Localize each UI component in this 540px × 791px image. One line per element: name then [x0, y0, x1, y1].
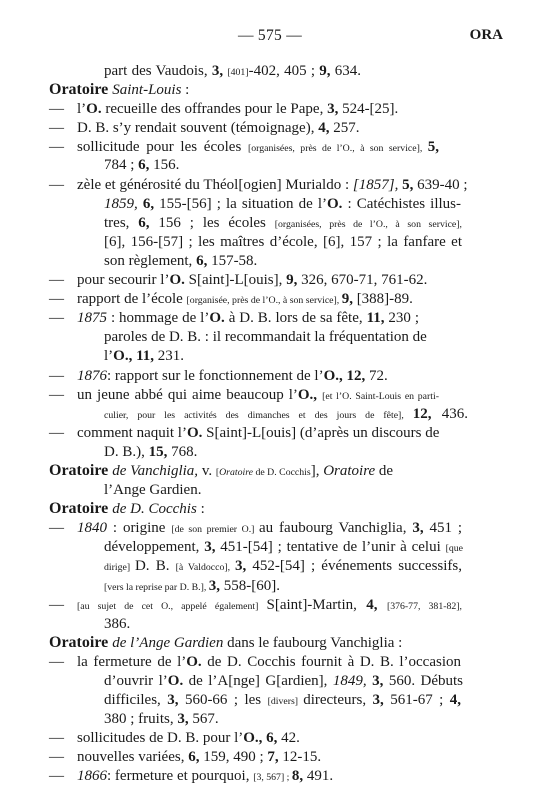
- line-segment: v.: [201, 463, 216, 479]
- line-segment: [1857],: [352, 177, 403, 193]
- line-segment: 6,: [196, 253, 212, 269]
- line-segment: 560. Débuts: [388, 673, 464, 689]
- index-line: [104, 346, 184, 366]
- line-segment: O.,: [297, 387, 323, 403]
- line-segment: 3,: [372, 692, 391, 708]
- line-segment: 1840: [77, 520, 113, 536]
- line-segment: 491.: [306, 768, 334, 784]
- entry-dash: —: [49, 177, 64, 193]
- line-segment: [organisée, près de l’O., à son service],: [186, 295, 342, 306]
- entry-dash: —: [49, 139, 64, 155]
- line-segment: 386.: [104, 616, 131, 632]
- line-segment: S[aint]-L[ouis] (d’après un discours de: [206, 425, 440, 441]
- line-segment: :: [181, 82, 190, 98]
- line-segment: 12,: [412, 406, 442, 422]
- line-segment: paroles de D. B. : il recommandait la fréquentation de: [104, 329, 427, 345]
- entry-dash: —: [49, 654, 64, 670]
- line-segment: 8,: [291, 768, 307, 784]
- line-segment: 1849,: [332, 673, 373, 689]
- index-line: [49, 461, 393, 483]
- running-head: ORA: [469, 27, 503, 43]
- line-segment: [6], 156-[57] ; les maîtres d’école, [6], 157 ; la fanfare et: [104, 234, 462, 250]
- line-segment: O.: [327, 196, 348, 212]
- index-line: [77, 308, 419, 328]
- line-segment: 42.: [281, 730, 300, 746]
- line-segment: l’: [104, 348, 114, 364]
- index-line: [104, 442, 197, 462]
- line-segment: -402, 405 ;: [248, 63, 320, 79]
- line-segment: 6,: [142, 196, 160, 212]
- line-segment: Oratoire: [323, 463, 379, 479]
- line-segment: O., 12,: [323, 368, 370, 384]
- line-segment: [au sujet de cet O., appelé également]: [77, 601, 267, 612]
- line-segment: 3,: [412, 520, 430, 536]
- line-segment: [organisées, près de l’O., à son service],: [248, 143, 428, 154]
- line-segment: : hommage de l’: [110, 310, 210, 326]
- line-segment: 3,: [211, 63, 228, 79]
- line-segment: D. B. s’y rendait souvent (témoignage),: [77, 120, 319, 136]
- index-line: [104, 327, 427, 347]
- line-segment: sollicitudes de D. B. pour l’: [77, 730, 244, 746]
- line-segment: recueille des offrandes pour le Pape,: [105, 101, 328, 117]
- line-segment: 326, 670-71, 761-62.: [301, 272, 428, 288]
- index-line: [104, 709, 219, 729]
- line-segment: D. B.),: [104, 444, 149, 460]
- line-segment: de D. Cocchis fournit à D. B. l’occasion: [207, 654, 462, 670]
- index-line: [77, 99, 398, 119]
- index-line: [77, 270, 427, 290]
- index-line: [49, 499, 205, 519]
- line-segment: 558-[60].: [223, 578, 280, 594]
- line-segment: 231.: [157, 348, 185, 364]
- line-segment: de Vanchiglia,: [112, 463, 202, 479]
- entry-heading: Oratoire: [49, 81, 113, 98]
- line-segment: O.: [169, 272, 189, 288]
- line-segment: 3,: [372, 673, 389, 689]
- line-segment: [que: [445, 543, 464, 554]
- line-segment: 9,: [286, 272, 302, 288]
- line-segment: [388]-89.: [356, 291, 413, 307]
- page-number: — 575 —: [237, 27, 303, 44]
- line-segment: 634.: [334, 63, 361, 79]
- line-segment: [vers la reprise par D. B.],: [104, 582, 209, 593]
- line-segment: 6,: [138, 215, 159, 231]
- line-segment: 451-[54] ; tentative de l’unir à celui: [220, 539, 446, 555]
- line-segment: 1876: [77, 368, 107, 384]
- line-segment: 3,: [327, 101, 343, 117]
- line-segment: 4,: [318, 120, 334, 136]
- entry-dash: —: [49, 749, 64, 765]
- index-line: [104, 155, 179, 175]
- line-segment: 156 ; les écoles: [158, 215, 275, 231]
- line-segment: 380 ; fruits,: [104, 711, 178, 727]
- line-segment: directeurs,: [303, 692, 373, 708]
- line-segment: 524-[25].: [342, 101, 399, 117]
- entry-dash: —: [49, 387, 64, 403]
- line-segment: 436.: [441, 406, 468, 422]
- line-segment: O., 11,: [113, 348, 158, 364]
- line-segment: O., 6,: [243, 730, 282, 746]
- line-segment: l’Ange Gardien.: [104, 482, 202, 498]
- line-segment: S[aint]-Martin,: [266, 597, 367, 613]
- line-segment: de l’Ange Gardien: [112, 635, 228, 651]
- line-segment: au faubourg Vanchiglia,: [259, 520, 413, 536]
- entry-dash: —: [49, 368, 64, 384]
- line-segment: O.: [186, 425, 207, 441]
- line-segment: : fermeture et pourquoi,: [107, 768, 254, 784]
- line-segment: 6,: [138, 157, 154, 173]
- index-line: [104, 614, 130, 634]
- line-segment: [organisées, près de l’O., à son service],: [274, 219, 462, 230]
- line-segment: [et l’O. Saint-Louis en parti-: [322, 391, 439, 402]
- line-segment: culier, pour les activités des dimanches et des jours de fête],: [104, 410, 413, 421]
- line-segment: à D. B. lors de sa fête,: [228, 310, 367, 326]
- line-segment: Saint-Louis: [112, 82, 182, 98]
- line-segment: O.: [167, 673, 189, 689]
- entry-dash: —: [49, 425, 64, 441]
- line-segment: 5,: [402, 177, 418, 193]
- entry-dash: —: [49, 520, 64, 536]
- entry-dash: —: [49, 597, 64, 613]
- line-segment: [3, 567] ;: [253, 772, 292, 783]
- line-segment: 3,: [234, 558, 253, 574]
- line-segment: développement,: [104, 539, 205, 555]
- index-line: [104, 556, 462, 578]
- entry-heading: Oratoire: [49, 500, 113, 517]
- line-segment: 768.: [171, 444, 198, 460]
- line-segment: 156.: [153, 157, 180, 173]
- entry-dash: —: [49, 291, 64, 307]
- line-segment: de: [378, 463, 394, 479]
- line-segment: 3,: [204, 539, 221, 555]
- line-segment: 4,: [449, 692, 462, 708]
- line-segment: un jeune abbé qui aime beaucoup l’: [77, 387, 298, 403]
- line-segment: pour secourir l’: [77, 272, 170, 288]
- entry-dash: —: [49, 730, 64, 746]
- line-segment: O.: [186, 654, 208, 670]
- index-line: [104, 671, 463, 691]
- line-segment: 6,: [188, 749, 204, 765]
- entry-heading: Oratoire: [49, 634, 113, 651]
- line-segment: 560-66 ; les: [184, 692, 268, 708]
- line-segment: dirige]: [104, 562, 135, 573]
- line-segment: [376-77, 381-82],: [386, 601, 462, 612]
- line-segment: 639-40 ;: [417, 177, 468, 193]
- line-segment: : Catéchistes illus-: [347, 196, 461, 212]
- index-line: [77, 175, 468, 195]
- index-line: [77, 118, 359, 138]
- line-segment: 157-58.: [211, 253, 258, 269]
- line-segment: la fermeture de l’: [77, 654, 187, 670]
- line-segment: 451 ;: [429, 520, 463, 536]
- line-segment: sollicitude pour les écoles: [77, 139, 248, 155]
- index-line: [77, 595, 462, 617]
- line-segment: l’: [77, 101, 87, 117]
- index-line: [77, 747, 321, 767]
- line-segment: 7,: [267, 749, 283, 765]
- entry-dash: —: [49, 272, 64, 288]
- line-segment: D. B.: [134, 558, 176, 574]
- line-segment: 12-15.: [282, 749, 322, 765]
- line-segment: dans le faubourg Vanchiglia :: [227, 635, 403, 651]
- entry-dash: —: [49, 101, 64, 117]
- line-segment: [401]: [227, 67, 249, 78]
- line-segment: [de son premier O.]: [171, 524, 260, 535]
- entry-dash: —: [49, 310, 64, 326]
- line-segment: [: [215, 467, 220, 478]
- entry-dash: —: [49, 768, 64, 784]
- line-segment: 155-[56] ; la situation de l’: [159, 196, 328, 212]
- line-segment: 9,: [319, 63, 335, 79]
- line-segment: 3,: [208, 578, 224, 594]
- line-segment: de D. Cocchis: [255, 467, 311, 478]
- line-segment: 1866: [77, 768, 107, 784]
- line-segment: 9,: [341, 291, 357, 307]
- line-segment: 3,: [177, 711, 193, 727]
- line-segment: zèle et générosité du Théol[ogien] Murialdo :: [77, 177, 353, 193]
- index-line: [104, 251, 257, 271]
- line-segment: tres,: [104, 215, 139, 231]
- line-segment: 72.: [369, 368, 388, 384]
- line-segment: 4,: [366, 597, 387, 613]
- line-segment: O.: [86, 101, 106, 117]
- line-segment: 784 ;: [104, 157, 139, 173]
- entry-heading: Oratoire: [49, 462, 113, 479]
- index-line: [49, 80, 189, 100]
- line-segment: Oratoire: [219, 467, 256, 478]
- index-line: [77, 366, 388, 386]
- line-segment: 1875: [77, 310, 111, 326]
- line-segment: 159, 490 ;: [203, 749, 268, 765]
- index-line: [104, 480, 201, 500]
- line-segment: d’ouvrir l’: [104, 673, 168, 689]
- line-segment: : origine: [112, 520, 172, 536]
- index-line: [77, 652, 461, 672]
- line-segment: part des Vaudois,: [104, 63, 212, 79]
- line-segment: rapport de l’école: [77, 291, 187, 307]
- line-segment: 15,: [148, 444, 172, 460]
- index-line: [77, 728, 300, 748]
- line-segment: [divers]: [267, 696, 304, 707]
- index-line: [77, 766, 333, 788]
- line-segment: 567.: [192, 711, 219, 727]
- line-segment: 11,: [366, 310, 389, 326]
- line-segment: : rapport sur le fonctionnement de l’: [107, 368, 324, 384]
- line-segment: S[aint]-L[ouis],: [188, 272, 287, 288]
- line-segment: :: [196, 501, 205, 517]
- line-segment: comment naquit l’: [77, 425, 187, 441]
- index-line: [49, 633, 402, 653]
- line-segment: son règlement,: [104, 253, 197, 269]
- line-segment: difficiles,: [104, 692, 168, 708]
- line-segment: 257.: [333, 120, 360, 136]
- index-line: [104, 194, 461, 214]
- line-segment: ],: [310, 463, 324, 479]
- index-line: [77, 423, 439, 443]
- line-segment: 452-[54] ; événements successifs,: [252, 558, 462, 574]
- line-segment: 1859,: [104, 196, 143, 212]
- line-segment: de l’A[nge] G[ardien],: [188, 673, 333, 689]
- line-segment: nouvelles variées,: [77, 749, 189, 765]
- entry-dash: —: [49, 120, 64, 136]
- line-segment: 3,: [167, 692, 185, 708]
- line-segment: 5,: [427, 139, 439, 155]
- line-segment: 230 ;: [388, 310, 420, 326]
- index-line: [104, 232, 462, 252]
- line-segment: O.: [209, 310, 229, 326]
- line-segment: 561-67 ;: [390, 692, 450, 708]
- line-segment: de D. Cocchis: [112, 501, 197, 517]
- line-segment: [à Valdocco],: [175, 562, 235, 573]
